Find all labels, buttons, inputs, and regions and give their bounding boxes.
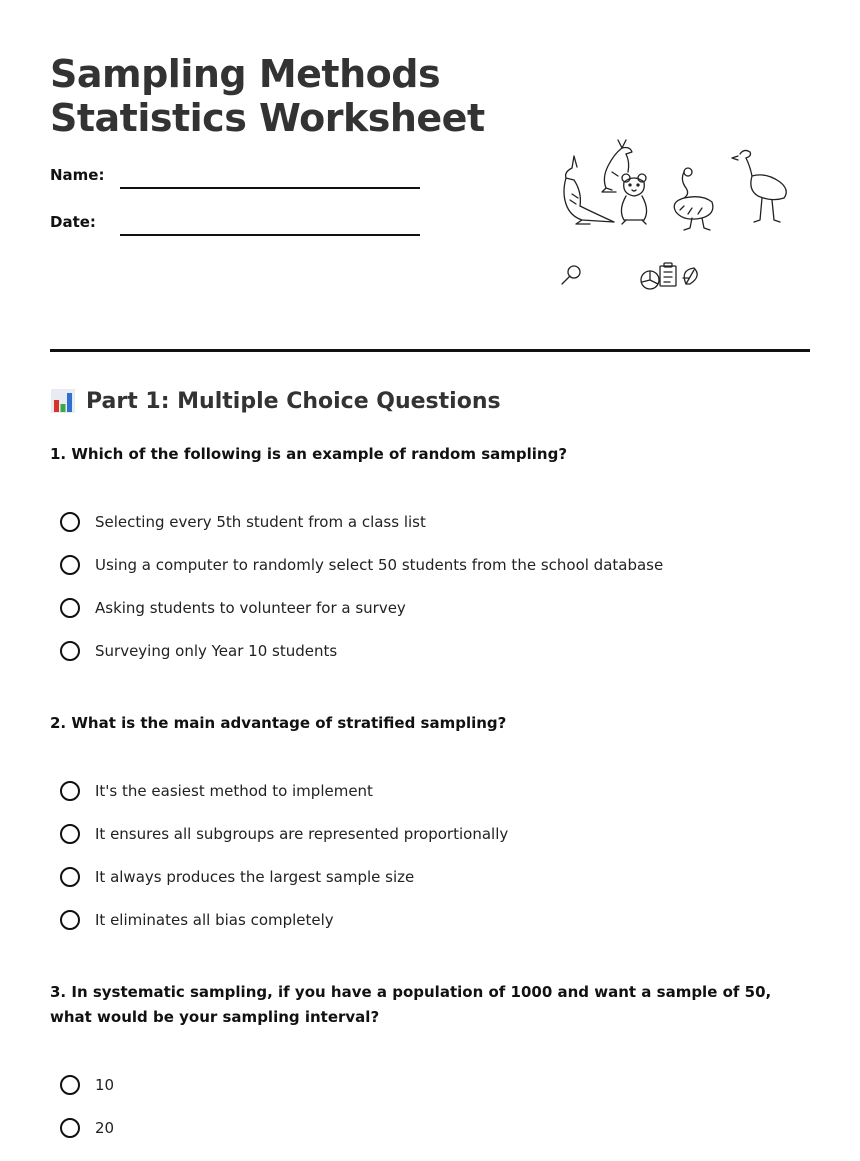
decorative-illustrations <box>552 132 802 302</box>
q1-option-c[interactable] <box>60 595 406 621</box>
q1-option-a-radio[interactable] <box>60 512 80 532</box>
q2-option-b-radio[interactable] <box>60 824 80 844</box>
wallaby-icon <box>602 140 632 192</box>
cassowary-icon <box>732 150 786 222</box>
q3-option-b-radio[interactable] <box>60 1118 80 1138</box>
name-label: Name: <box>50 166 105 184</box>
q2-option-d-label: It eliminates all bias completely <box>95 911 334 929</box>
part1-title-text: Part 1: Multiple Choice Questions <box>86 388 501 414</box>
q2-option-c-radio[interactable] <box>60 867 80 887</box>
q3-option-a[interactable] <box>60 1072 114 1098</box>
q1-option-d-label: Surveying only Year 10 students <box>95 642 338 660</box>
q1-option-c-label: Asking students to volunteer for a survey <box>95 599 406 617</box>
bar-chart-icon <box>50 388 76 414</box>
q1-option-b-radio[interactable] <box>60 555 80 575</box>
q2-option-a-radio[interactable] <box>60 781 80 801</box>
q2-option-c[interactable] <box>60 864 414 890</box>
name-field[interactable] <box>120 187 420 189</box>
q3-option-b[interactable] <box>60 1115 114 1141</box>
q3-option-a-label: 10 <box>95 1076 115 1094</box>
q2-option-b[interactable] <box>60 821 508 847</box>
q1-option-b[interactable] <box>60 552 663 578</box>
leaf-icon <box>683 268 697 284</box>
emu-icon <box>674 168 713 230</box>
quokka-icon <box>621 174 646 224</box>
question-3: 3. In systematic sampling, if you have a population of 1000 and want a sample of 50, what would be your sampling interval? <box>50 983 772 1026</box>
header-divider <box>50 349 810 352</box>
q2-option-b-label: It ensures all subgroups are represented proportionally <box>95 825 509 843</box>
q1-option-d[interactable] <box>60 638 337 664</box>
page-title <box>50 52 485 140</box>
kangaroo-icon <box>564 156 614 224</box>
q2-option-a-label: It's the easiest method to implement <box>95 782 373 800</box>
date-label: Date: <box>50 213 96 231</box>
question-1: 1. Which of the following is an example of random sampling? <box>50 445 568 463</box>
q2-option-c-label: It always produces the largest sample size <box>95 868 415 886</box>
date-field[interactable] <box>120 234 420 236</box>
q3-option-a-radio[interactable] <box>60 1075 80 1095</box>
q1-option-b-label: Using a computer to randomly select 50 students from the school database <box>95 556 664 574</box>
clipboard-icon <box>660 263 676 286</box>
q1-option-d-radio[interactable] <box>60 641 80 661</box>
title-line-1: Sampling Methods <box>50 52 441 96</box>
q1-option-a-label: Selecting every 5th student from a class list <box>95 513 426 531</box>
q1-option-c-radio[interactable] <box>60 598 80 618</box>
pie-chart-icon <box>641 271 659 289</box>
question-2: 2. What is the main advantage of stratified sampling? <box>50 714 507 732</box>
q1-option-a[interactable] <box>60 509 426 535</box>
q2-option-d[interactable] <box>60 907 334 933</box>
q2-option-a[interactable] <box>60 778 373 804</box>
q3-option-b-label: 20 <box>95 1119 115 1137</box>
part1-title <box>50 388 501 414</box>
title-line-2: Statistics Worksheet <box>50 96 485 140</box>
magnifier-icon <box>562 266 580 284</box>
q2-option-d-radio[interactable] <box>60 910 80 930</box>
